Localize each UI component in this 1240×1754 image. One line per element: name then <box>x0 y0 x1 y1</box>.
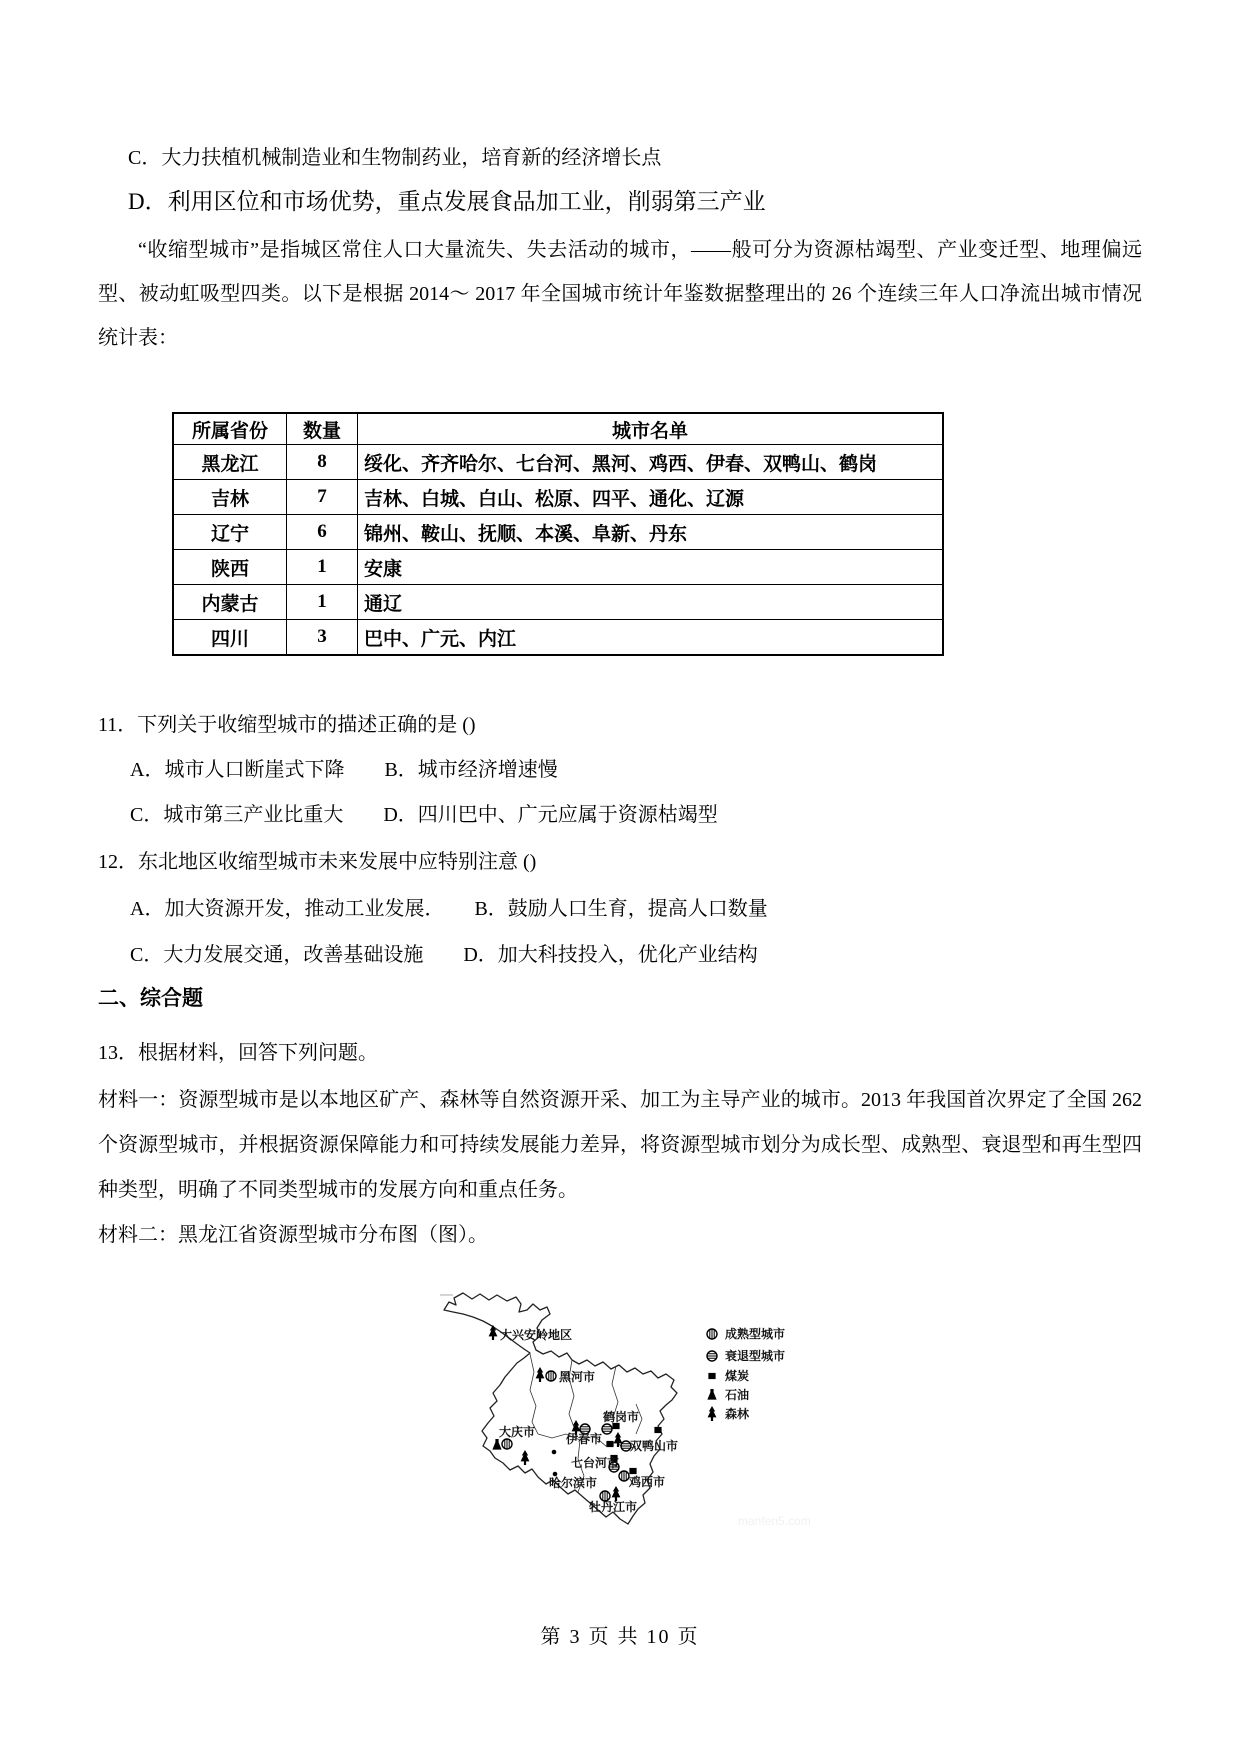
question-13-stem: 13．根据材料，回答下列问题。 <box>98 1042 378 1064</box>
label-shuangyashan: 双鸭山市 <box>630 1439 679 1453</box>
shrinking-cities-table <box>172 412 944 656</box>
watermark-text: manfen5.com <box>738 1514 811 1528</box>
cell-cities: 巴中、广元、内江 <box>358 620 944 656</box>
header-city-list: 城市名单 <box>358 413 944 445</box>
decline-city-icon <box>602 1424 612 1434</box>
label-qitaihe: 七台河市 <box>571 1456 620 1470</box>
section-2-heading: 二、综合题 <box>98 987 203 1010</box>
coal-icon <box>654 1427 661 1433</box>
question-11-options-cd: C．城市第三产业比重大 D．四川巴中、广元应属于资源枯竭型 <box>130 804 718 826</box>
label-jixi: 鸡西市 <box>629 1475 666 1489</box>
heilongjiang-map-figure <box>420 1254 820 1551</box>
label-daqing: 大庆市 <box>499 1425 536 1439</box>
legend-label-mature: 成熟型城市 <box>725 1327 786 1341</box>
map-labels <box>499 1327 678 1514</box>
heilongjiang-map <box>420 1254 820 1546</box>
legend-mature-city-icon <box>707 1329 717 1339</box>
cell-count: 3 <box>287 620 358 656</box>
cell-count: 1 <box>287 550 358 585</box>
cell-cities: 通辽 <box>358 585 944 620</box>
forest-icon <box>536 1367 545 1382</box>
material-1-paragraph: 材料一：资源型城市是以本地区矿产、森林等自然资源开采、加工为主导产业的城市。2013 年我国首次界定了全国 262 个资源型城市，并根据资源保障能力和可持续发展能力差异，将资源型城市划分为成长型、成熟型、衰退型和再生型四种类型，明确了不同类型城市的发展方向和重点任务。 <box>98 1089 1147 1201</box>
mature-city-icon <box>619 1471 629 1481</box>
mature-city-icon <box>502 1439 512 1449</box>
coal-icon <box>629 1468 636 1474</box>
coal-icon <box>606 1441 613 1447</box>
legend-oil-icon <box>707 1389 716 1400</box>
cell-cities: 锦州、鞍山、抚顺、本溪、阜新、丹东 <box>358 515 944 550</box>
table-row <box>173 585 943 620</box>
cell-province: 陕西 <box>173 550 287 585</box>
cell-count: 6 <box>287 515 358 550</box>
legend-label-oil: 石油 <box>725 1388 750 1402</box>
legend-label-decline: 衰退型城市 <box>725 1349 786 1363</box>
cell-count: 7 <box>287 480 358 515</box>
cell-province: 辽宁 <box>173 515 287 550</box>
label-daxinganling: 大兴安岭地区 <box>500 1328 573 1342</box>
label-heihe: 黑河市 <box>559 1370 596 1384</box>
cell-province: 吉林 <box>173 480 287 515</box>
cell-province: 四川 <box>173 620 287 656</box>
legend-coal-icon <box>708 1373 715 1379</box>
question-12-options-ab: A．加大资源开发，推动工业发展． B．鼓励人口生育，提高人口数量 <box>130 898 768 920</box>
table-row <box>173 445 943 480</box>
table-row <box>173 515 943 550</box>
question-12-stem: 12．东北地区收缩型城市未来发展中应特别注意 () <box>98 851 537 873</box>
cell-count: 8 <box>287 445 358 480</box>
cell-cities: 吉林、白城、白山、松原、四平、通化、辽源 <box>358 480 944 515</box>
label-hegang: 鹤岗市 <box>603 1410 640 1424</box>
table-row <box>173 480 943 515</box>
question-11-stem: 11．下列关于收缩型城市的描述正确的是 () <box>98 714 476 736</box>
page-footer: 第 3 页 共 10 页 <box>540 1626 700 1648</box>
material-2-line: 材料二：黑龙江省资源型城市分布图（图）。 <box>98 1224 488 1246</box>
legend-decline-city-icon <box>707 1351 717 1361</box>
header-province: 所属省份 <box>173 413 287 445</box>
option-c-line: C．大力扶植机械制造业和生物制药业，培育新的经济增长点 <box>128 147 662 169</box>
forest-icon <box>489 1325 498 1340</box>
cell-province: 黑龙江 <box>173 445 287 480</box>
question-12-options-cd: C．大力发展交通，改善基础设施 D．加大科技投入，优化产业结构 <box>130 944 758 966</box>
table-row <box>173 620 943 656</box>
cell-province: 内蒙古 <box>173 585 287 620</box>
legend-forest-icon <box>708 1406 717 1421</box>
label-haerbin: 哈尔滨市 <box>549 1476 598 1490</box>
intro-paragraph: “收缩型城市”是指城区常住人口大量流失、失去活动的城市，——般可分为资源枯竭型、产业变迁型、地理偏远型、被动虹吸型四类。以下是根据 2014～ 2017 年全国城市统计年鉴数据整理出的 26 个连续三年人口净流出城市情况统计表： <box>98 239 1142 349</box>
header-count: 数量 <box>287 413 358 445</box>
label-yichun: 伊春市 <box>566 1432 603 1446</box>
forest-icon <box>521 1450 530 1465</box>
legend-label-coal: 煤炭 <box>725 1369 750 1383</box>
cell-cities: 安康 <box>358 550 944 585</box>
map-legend <box>707 1326 785 1421</box>
mature-city-icon <box>546 1371 556 1381</box>
question-11-options-ab: A．城市人口断崖式下降 B．城市经济增速慢 <box>130 759 558 781</box>
table-header-row <box>173 413 943 445</box>
label-mudanjiang: 牡丹江市 <box>589 1500 638 1514</box>
table-row <box>173 550 943 585</box>
oil-icon <box>492 1439 501 1450</box>
shrinking-cities-table-wrap <box>172 412 944 656</box>
legend-label-forest: 森林 <box>725 1407 750 1421</box>
option-d-line: D．利用区位和市场优势，重点发展食品加工业，削弱第三产业 <box>128 189 766 214</box>
forest-icon <box>612 1486 621 1501</box>
cell-cities: 绥化、齐齐哈尔、七台河、黑河、鸡西、伊春、双鸭山、鹤岗 <box>358 445 944 480</box>
cell-count: 1 <box>287 585 358 620</box>
city-dot <box>552 1450 557 1455</box>
